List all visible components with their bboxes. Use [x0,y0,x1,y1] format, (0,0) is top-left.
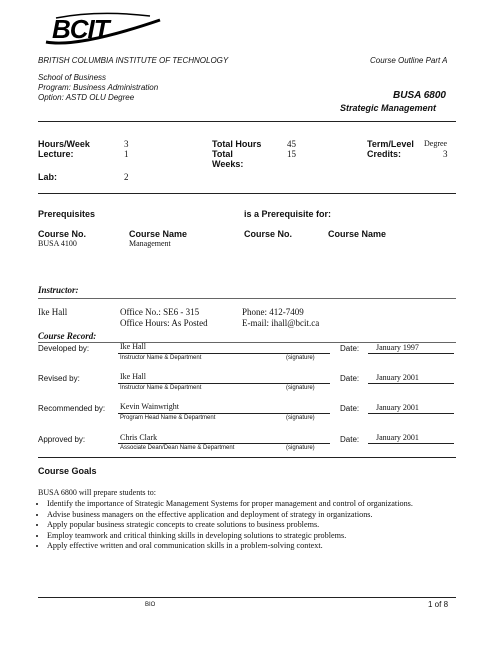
total-hours-value: 45 [287,139,296,149]
goal-item: • Identify the importance of Strategic Management Systems for proper management and control of organizations. [47,499,487,510]
hours-week-value: 3 [124,139,129,149]
goal-item: • Apply popular business strategic concepts to create solutions to business problems. [47,520,487,531]
record-line-approved [118,443,330,444]
credits-value: 3 [443,149,448,159]
lab-label: Lab: [38,172,57,182]
prereq-col-course-name: Course Name [129,229,188,239]
goals-title: Course Goals [38,466,97,476]
record-sig-developed: (signature) [286,355,315,361]
course-code: BUSA 6800 [393,90,446,101]
option-name: Option: ASTD OLU Degree [38,93,135,102]
office-no: Office No.: SE6 - 315 [120,307,200,317]
record-date-recommended: January 2001 [376,403,419,412]
record-sub-revised: Instructor Name & Department [120,385,202,391]
record-date-label-recommended: Date: [340,404,360,413]
record-date-label-approved: Date: [340,435,360,444]
prereq-title: Prerequisites [38,209,96,219]
logo-text: BCIT [52,14,109,44]
record-date-line-recommended [368,413,454,414]
prereq-col-course-no: Course No. [38,229,87,239]
is-prereq-col-course-name: Course Name [328,229,387,239]
school-name: School of Business [38,73,107,82]
credits-label: Credits: [367,149,402,159]
instructor-divider [38,298,456,299]
term-label: Term/Level [367,139,414,149]
record-label-recommended: Recommended by: [38,404,106,413]
record-sub-approved: Associate Dean/Dean Name & Department [120,445,235,451]
total-hours-label: Total Hours [212,139,262,149]
total-weeks-label-1: Total [212,149,233,159]
instructor-name: Ike Hall [38,307,68,317]
record-line-developed [118,353,330,354]
program-name: Program: Business Administration [38,83,159,92]
record-date-line-developed [368,353,454,354]
bcit-logo [38,12,168,52]
footer-code: BIO [145,602,156,608]
record-date-label-revised: Date: [340,374,360,383]
record-date-line-revised [368,383,454,384]
footer-page: 1 of 8 [428,600,449,609]
lecture-value: 1 [124,149,129,159]
prereq-course-name: Management [129,239,171,248]
instructor-phone: Phone: 412-7409 [242,307,304,317]
record-sub-recommended: Program Head Name & Department [120,415,216,421]
header-divider [38,121,456,122]
hours-week-label: Hours/Week [38,139,90,149]
record-label-approved: Approved by: [38,435,86,444]
goal-item: • Apply effective written and oral communication skills in a problem-solving context. [47,541,487,552]
goals-intro: BUSA 6800 will prepare students to: [38,488,156,497]
institute-name: BRITISH COLUMBIA INSTITUTE OF TECHNOLOGY [38,56,229,65]
record-sig-recommended: (signature) [286,415,315,421]
record-sub-developed: Instructor Name & Department [120,355,202,361]
record-line-revised [118,383,330,384]
record-label-revised: Revised by: [38,374,80,383]
record-label-developed: Developed by: [38,344,90,353]
footer-divider [38,597,456,598]
record-date-revised: January 2001 [376,373,419,382]
goal-item: • Advise business managers on the effective application and deployment of strategy in organizations. [47,510,487,521]
instructor-title: Instructor: [38,285,79,295]
is-prereq-col-course-no: Course No. [244,229,293,239]
lecture-label: Lecture: [38,149,74,159]
is-prereq-title: is a Prerequisite for: [244,209,332,219]
record-date-label-developed: Date: [340,344,360,353]
record-date-line-approved [368,443,454,444]
goal-item: • Employ teamwork and critical thinking skills in developing solutions to strategic problems. [47,531,487,542]
hours-divider [38,193,456,194]
prereq-course-no: BUSA 4100 [38,239,77,248]
course-record-title: Course Record: [38,331,97,341]
term-value: Degree [424,139,448,148]
record-name-approved: Chris Clark [120,433,158,442]
record-name-developed: Ike Hall [120,342,146,351]
doc-type: Course Outline Part A [370,56,448,65]
office-hours: Office Hours: As Posted [120,318,208,328]
lab-value: 2 [124,172,129,182]
instructor-email[interactable]: E-mail: ihall@bcit.ca [242,318,320,328]
record-name-recommended: Kevin Wainwright [120,402,179,411]
total-weeks-value: 15 [287,149,296,159]
record-date-developed: January 1997 [376,343,419,352]
record-sig-approved: (signature) [286,445,315,451]
course-title: Strategic Management [340,103,437,113]
record-date-approved: January 2001 [376,433,419,442]
total-weeks-label-2: Weeks: [212,159,244,169]
record-sig-revised: (signature) [286,385,315,391]
goals-list [33,499,487,552]
record-name-revised: Ike Hall [120,372,146,381]
record-bottom-divider [38,457,456,458]
record-line-recommended [118,413,330,414]
